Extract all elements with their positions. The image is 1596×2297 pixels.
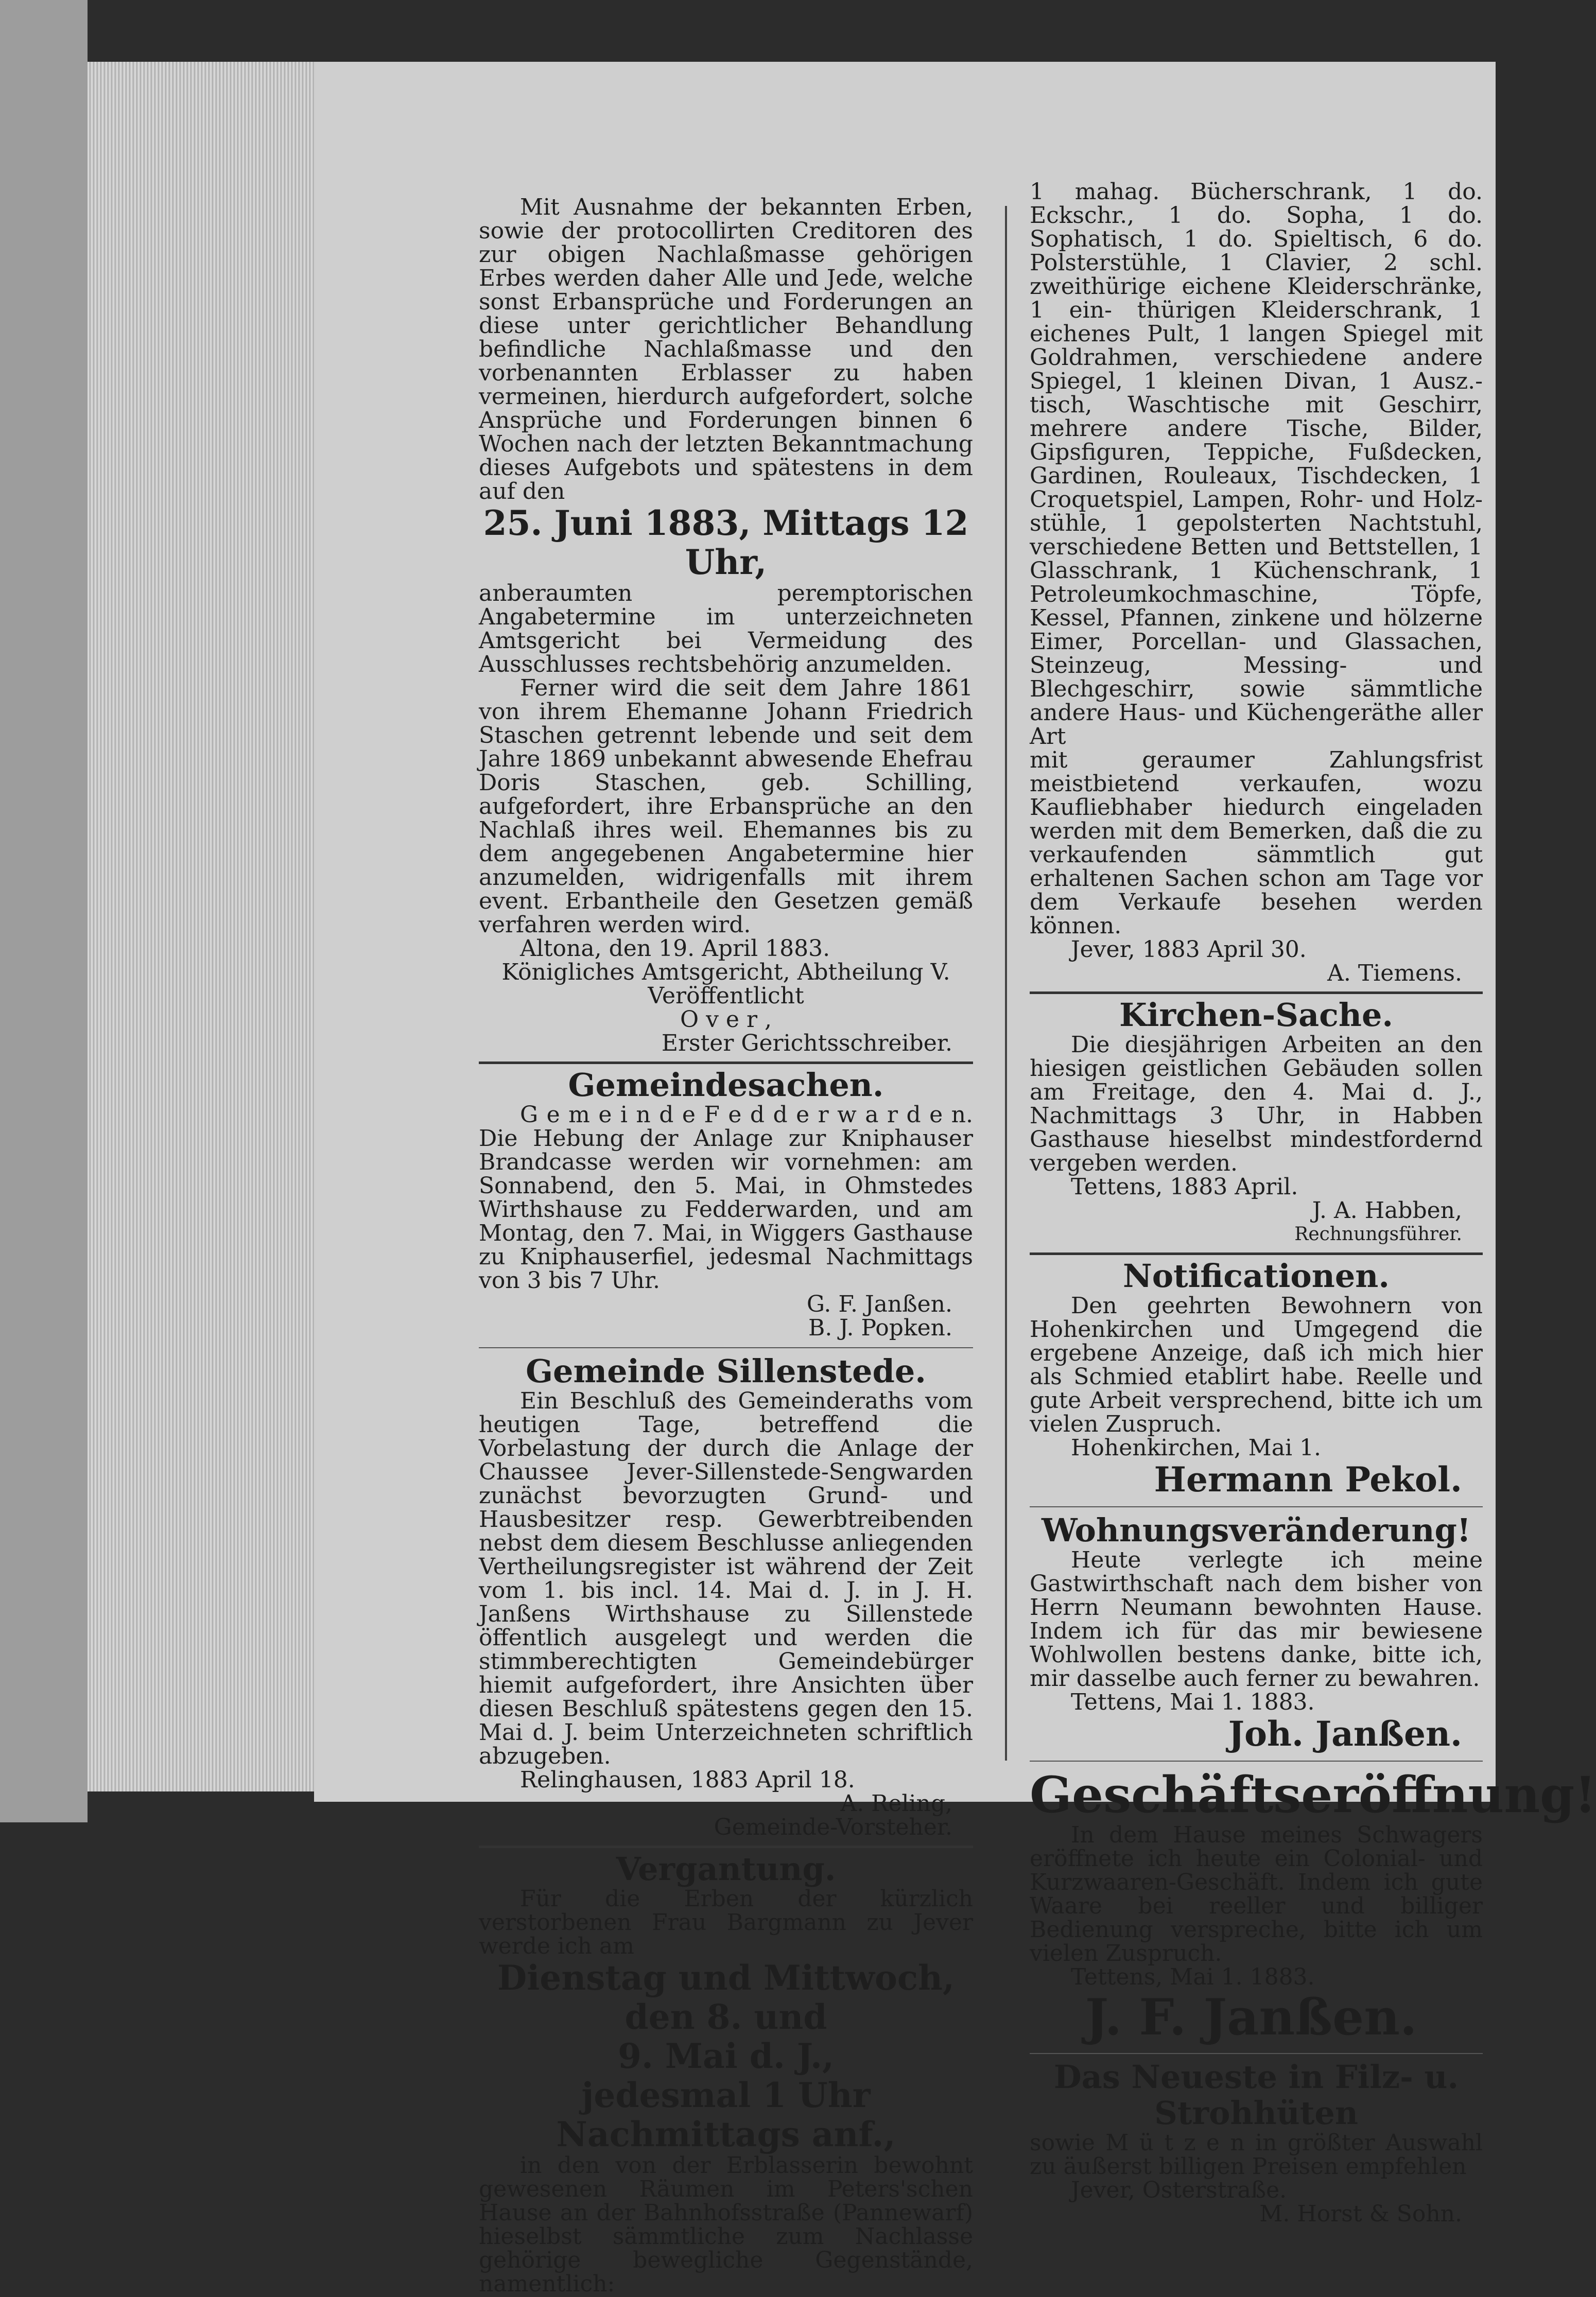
gemeinde-text: G e m e i n d e F e d d e r w a r d e n. Die Hebung der Anlage zur Kniphauser Brandcasse werden wir vornehmen: am Sonnabend, den 5. Mai, in Ohmstedes Wirthshause zu Fedderwarden, und am Montag, den 7. Mai, in Wiggers Gasthause zu Kniphauserfiel, jedesmal Nachmittags von 3 bis 7 Uhr. [479,1102,973,1294]
notif-heading: Notificationen. [1123,1257,1390,1295]
notice-role: Erster Gerichtsschreiber. [661,1030,952,1056]
kirchen-role: Rechnungsführer. [1294,1224,1462,1245]
section-rule [479,1846,973,1848]
notif-place: Hohenkirchen, Mai 1. [1071,1435,1321,1461]
furniture-signature: A. Tiemens. [1327,960,1462,986]
left-column [479,196,973,2296]
notice-published: Veröffentlicht [648,983,804,1009]
furniture-terms: mit geraumer Zahlungsfrist meistbietend verkaufen, wozu Kaufliebhaber hiedurch eingeladen werden mit dem Bemerken, daß die zu verkaufenden sämmtlich gut erhaltenen Sachen schon am Tage vor dem Verkaufe besehen werden können. [1030,747,1483,939]
vergantung-intro: Für die Erben der kürzlich verstorbenen Frau Bargmann zu Jever werde ich am [479,1886,973,1959]
book-spine [0,0,88,1822]
vergantung-time: jedesmal 1 Uhr Nachmittags anf., [556,2075,896,2154]
vergantung-date-1: Dienstag und Mittwoch, den 8. und [497,1958,955,2037]
notif-text: Den geehrten Bewohnern von Hohenkirchen und Umgegend die ergebene Anzeige, daß ich mich hier als Schmied etablirt habe. Reelle und gute Arbeit versprechend, bitte ich um vielen Zuspruch. [1030,1293,1483,1437]
right-column [1030,179,1596,2227]
newspaper-page [314,62,1596,2297]
sillenstede-role: Gemeinde-Vorsteher. [714,1814,952,1840]
geschaeft-place: Tettens, Mai 1. 1883. [1071,1964,1315,1990]
vergantung-heading: Vergantung. [616,1850,836,1888]
neueste-heading: Das Neueste in Filz- u. Strohhüten [1053,2058,1459,2132]
section-rule [479,1347,973,1348]
notif-signature: Hermann Pekol. [1154,1459,1462,1500]
kirchen-text: Die diesjährigen Arbeiten an den hiesigen geistlichen Gebäuden sollen am Freitage, den 4. Mai d. J., Nachmittags 3 Uhr, in Habben Gasthause hieselbst mindestfordernd vergeben werden. [1030,1032,1483,1176]
wohnung-heading: Wohnungsveränderung! [1041,1511,1471,1549]
notice-intro: Mit Ausnahme der bekannten Erben, sowie der protocollirten Creditoren des zur obigen Nachlaßmasse gehörigen Erbes werden daher Alle und Jede, welche sonst Erbansprüche und Forderungen an diese unter gerichtlicher Behandlung befindliche Nachlaßmasse und den vorbenannten Erblasser zu haben vermeinen, hierdurch aufgefordert, solche Ansprüche und Forderungen binnen 6 Wochen nach der letzten Bekanntmachung dieses Aufgebots und spätestens in dem auf den [479,194,973,504]
notice-date: 25. Juni 1883, Mittags 12 Uhr, [483,503,969,582]
section-rule [1030,1506,1483,1507]
neueste-place: Jever, Osterstraße. [1071,2177,1287,2203]
column-divider [1005,206,1007,1761]
neueste-signature: M. Horst & Sohn. [1259,2201,1462,2227]
notice-court: Königliches Amtsgericht, Abtheilung V. [501,959,950,985]
furniture-list: 1 mahag. Bücherschrank, 1 do. Eckschr., 1 do. Sopha, 1 do. Sophatisch, 1 do. Spieltisch, 6 do. Polsterstühle, 1 Clavier, 2 schl. zweithürige eichene Kleiderschränke, 1 ein- thürigen Kleiderschrank, 1 eichenes Pult, 1 langen Spiegel mit Goldrahmen, verschiedene andere Spiegel, 1 kleinen Divan, 1 Ausz.- tisch, Waschtische mit Geschirr, mehrere andere Tische, Bilder, Gipsfiguren, Teppiche, Fußdecken, Gardinen, Rouleaux, Tischdecken, 1 Croquetspiel, Lampen, Rohr- und Holz- stühle, 1 gepolsterten Nachtstuhl, verschiedene Betten und Bettstellen, 1 Glasschrank, 1 Küchenschrank, 1 Petroleumkochmaschine, Töpfe, Kessel, Pfannen, zinkene und hölzerne Eimer, Porcellan- und Glassachen, Steinzeug, Messing- und Blechgeschirr, sowie sämmtliche andere Haus- und Küchengeräthe aller Art [1030,179,1483,750]
gemeinde-signature-1: G. F. Janßen. [806,1291,952,1317]
section-rule [1030,991,1483,994]
notice-continuation: anberaumten peremptorischen Angabetermine im unterzeichneten Amtsgericht bei Vermeidung des Ausschlusses rechtsbehörig anzumelden. [479,580,973,677]
kirchen-heading: Kirchen-Sache. [1119,996,1393,1034]
sillenstede-place: Relinghausen, 1883 April 18. [520,1767,855,1793]
section-rule [1030,1252,1483,1255]
furniture-place: Jever, 1883 April 30. [1071,936,1307,963]
sillenstede-signature: A. Reling, [840,1790,952,1817]
vergantung-date-2: 9. Mai d. J., [618,2036,834,2076]
sillenstede-text: Ein Beschluß des Gemeinderaths vom heutigen Tage, betreffend die Vorbelastung der durch die Anlage der Chaussee Jever-Sillenstede-Sengwarden zunächst bevorzugten Grund- und Hausbesitzer resp. Gewerbtreibenden nebst dem diesem Beschlusse anliegenden Vertheilungsregister ist während der Zeit vom 1. bis incl. 14. Mai d. J. in J. H. Janßens Wirthshause zu Sillenstede öffentlich ausgelegt und werden die stimmberechtigten Gemeindebürger hiemit aufgefordert, ihre Ansichten über diesen Beschluß spätestens gegen den 15. Mai d. J. beim Unterzeichneten schriftlich abzugeben. [479,1388,973,1769]
notice-place: Altona, den 19. April 1883. [520,935,830,962]
wohnung-signature: Joh. Janßen. [1228,1714,1462,1754]
section-rule [1030,1761,1483,1762]
kirchen-place: Tettens, 1883 April. [1071,1174,1298,1200]
notice-wife: Ferner wird die seit dem Jahre 1861 von ihrem Ehemanne Johann Friedrich Staschen getrennt lebende und seit dem Jahre 1869 unbekannt abwesende Ehefrau Doris Staschen, geb. Schilling, aufgefordert, ihre Erbansprüche an den Nachlaß ihres weil. Ehemannes bis zu dem angegebenen Angabetermine hier anzumelden, widrigenfalls mit ihrem event. Erbantheile den Gesetzen gemäß verfahren werden wird. [479,675,973,938]
notice-name: O v e r , [680,1006,772,1033]
gemeinde-heading: Gemeindesachen. [568,1066,884,1104]
geschaeft-heading: Geschäftseröffnung! [1030,1766,1596,1824]
kirchen-signature: J. A. Habben, [1312,1197,1462,1224]
page-edges [88,62,324,1791]
vergantung-text: in den von der Erblasserin bewohnt gewesenen Räumen im Peters'schen Hause an der Bahnhofsstraße (Pannewarf) hieselbst sämmtliche zum Nachlasse gehörige bewegliche Gegenstände, namentlich: [479,2152,973,2297]
section-rule [1030,2053,1483,2054]
wohnung-text: Heute verlegte ich meine Gastwirthschaft nach dem bisher von Herrn Neumann bewohnten Hause. Indem ich für das mir bewiesene Wohlwollen bestens danke, bitte ich, mir dasselbe auch ferner zu bewahren. [1030,1547,1483,1692]
sillenstede-heading: Gemeinde Sillenstede. [526,1352,926,1390]
neueste-text: sowie M ü t z e n in größter Auswahl zu äußerst billigen Preisen empfehlen [1030,2130,1483,2180]
gemeinde-signature-2: B. J. Popken. [808,1315,952,1341]
geschaeft-signature: J. F. Janßen. [1085,1988,1417,2046]
section-rule [479,1062,973,1064]
wohnung-place: Tettens, Mai 1. 1883. [1071,1689,1315,1715]
geschaeft-text: In dem Hause meines Schwagers eröffnete ich heute ein Colonial- und Kurzwaaren-Geschäft. Indem ich gute Waare bei reeller und billiger Bedienung verspreche, bitte ich um vielen Zuspruch. [1030,1822,1483,1967]
